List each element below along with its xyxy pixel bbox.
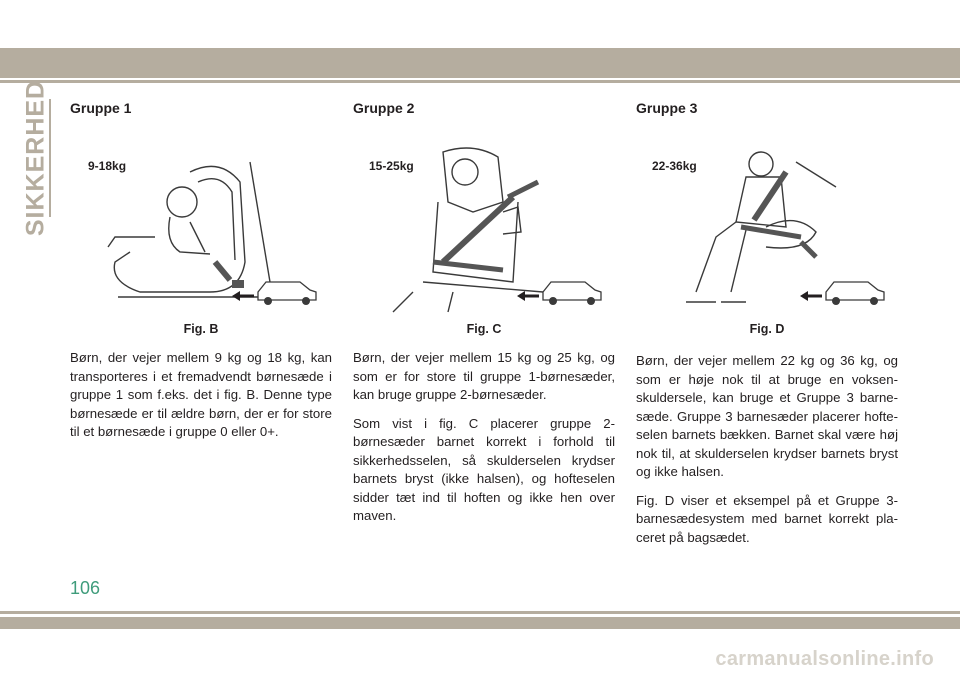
paragraph: Børn, der vejer mellem 15 kg og 25 kg, og som er for store til gruppe 1-børnesæder, kan bruge gruppe 2-børnesæder.: [353, 350, 615, 402]
figure-c: [353, 120, 615, 340]
figure-b: [70, 120, 332, 340]
figure-caption: Fig. D: [749, 322, 785, 336]
booster-cushion-illustration: [636, 142, 898, 318]
column-gruppe-1: [70, 100, 332, 452]
buckle-icon: [232, 280, 244, 288]
figure-caption: Fig. B: [183, 322, 219, 336]
group-title: Gruppe 2: [353, 100, 415, 116]
car-icon: [826, 282, 884, 305]
sidebar-rule: [49, 99, 51, 217]
figure-caption: Fig. C: [466, 322, 502, 336]
top-band: [0, 48, 960, 78]
top-rule: [0, 80, 960, 83]
column-body: [70, 349, 332, 442]
child-seat-forward-illustration: [70, 142, 332, 318]
car-icon: [543, 282, 601, 305]
column-body: [353, 349, 615, 526]
weight-label: 22-36kg: [652, 159, 697, 173]
arrow-icon: [517, 291, 539, 301]
column-gruppe-3: [636, 100, 898, 557]
weight-label: 15-25kg: [369, 159, 414, 173]
weight-label: 9-18kg: [88, 159, 127, 173]
page-number: 106: [70, 578, 101, 598]
paragraph: Børn, der vejer mellem 22 kg og 36 kg, og som er høje nok til at bruge en voksen-skuldersele, kan bruge et Gruppe 3 barne-sæde. Gruppe 3 barnesæder placerer hofte-selen barnets bækken. Barnet skal være høj nok til, at skulderselen krydser barnets bryst og ikke halsen.: [636, 353, 898, 479]
bottom-band: [0, 617, 960, 629]
column-body: [636, 352, 898, 547]
booster-seat-illustration: [353, 142, 615, 318]
arrow-icon: [232, 291, 254, 301]
car-icon: [258, 282, 316, 305]
arrow-icon: [800, 291, 822, 301]
figure-d: [636, 120, 898, 340]
group-title: Gruppe 3: [636, 100, 698, 116]
column-gruppe-2: [353, 100, 615, 536]
section-sidebar-label: [21, 79, 50, 236]
group-title: Gruppe 1: [70, 100, 132, 116]
paragraph: Fig. D viser et eksempel på et Gruppe 3-barnesædesystem med barnet korrekt pla-ceret på bagsædet.: [636, 492, 898, 545]
paragraph: Børn, der vejer mellem 9 kg og 18 kg, kan transporteres i et fremadvendt børnesæde i gruppe 1 som f.eks. det i fig. B. Denne type børnesæde er til ældre børn, der er for store til et børnesæde i gruppe 0 eller 0+.: [70, 350, 332, 439]
watermark-text: carmanualsonline.info: [715, 648, 934, 670]
paragraph: Som vist i fig. C placerer gruppe 2-børnesæder barnet korrekt i forhold til sikkerhedsselen, så skulderselen krydser barnets bryst (ikke halsen), og hofteselen sidder tæt ind til hoften og ikke hen over maven.: [353, 415, 615, 523]
bottom-rule: [0, 611, 960, 614]
section-label-text: SIKKERHED: [21, 79, 50, 236]
